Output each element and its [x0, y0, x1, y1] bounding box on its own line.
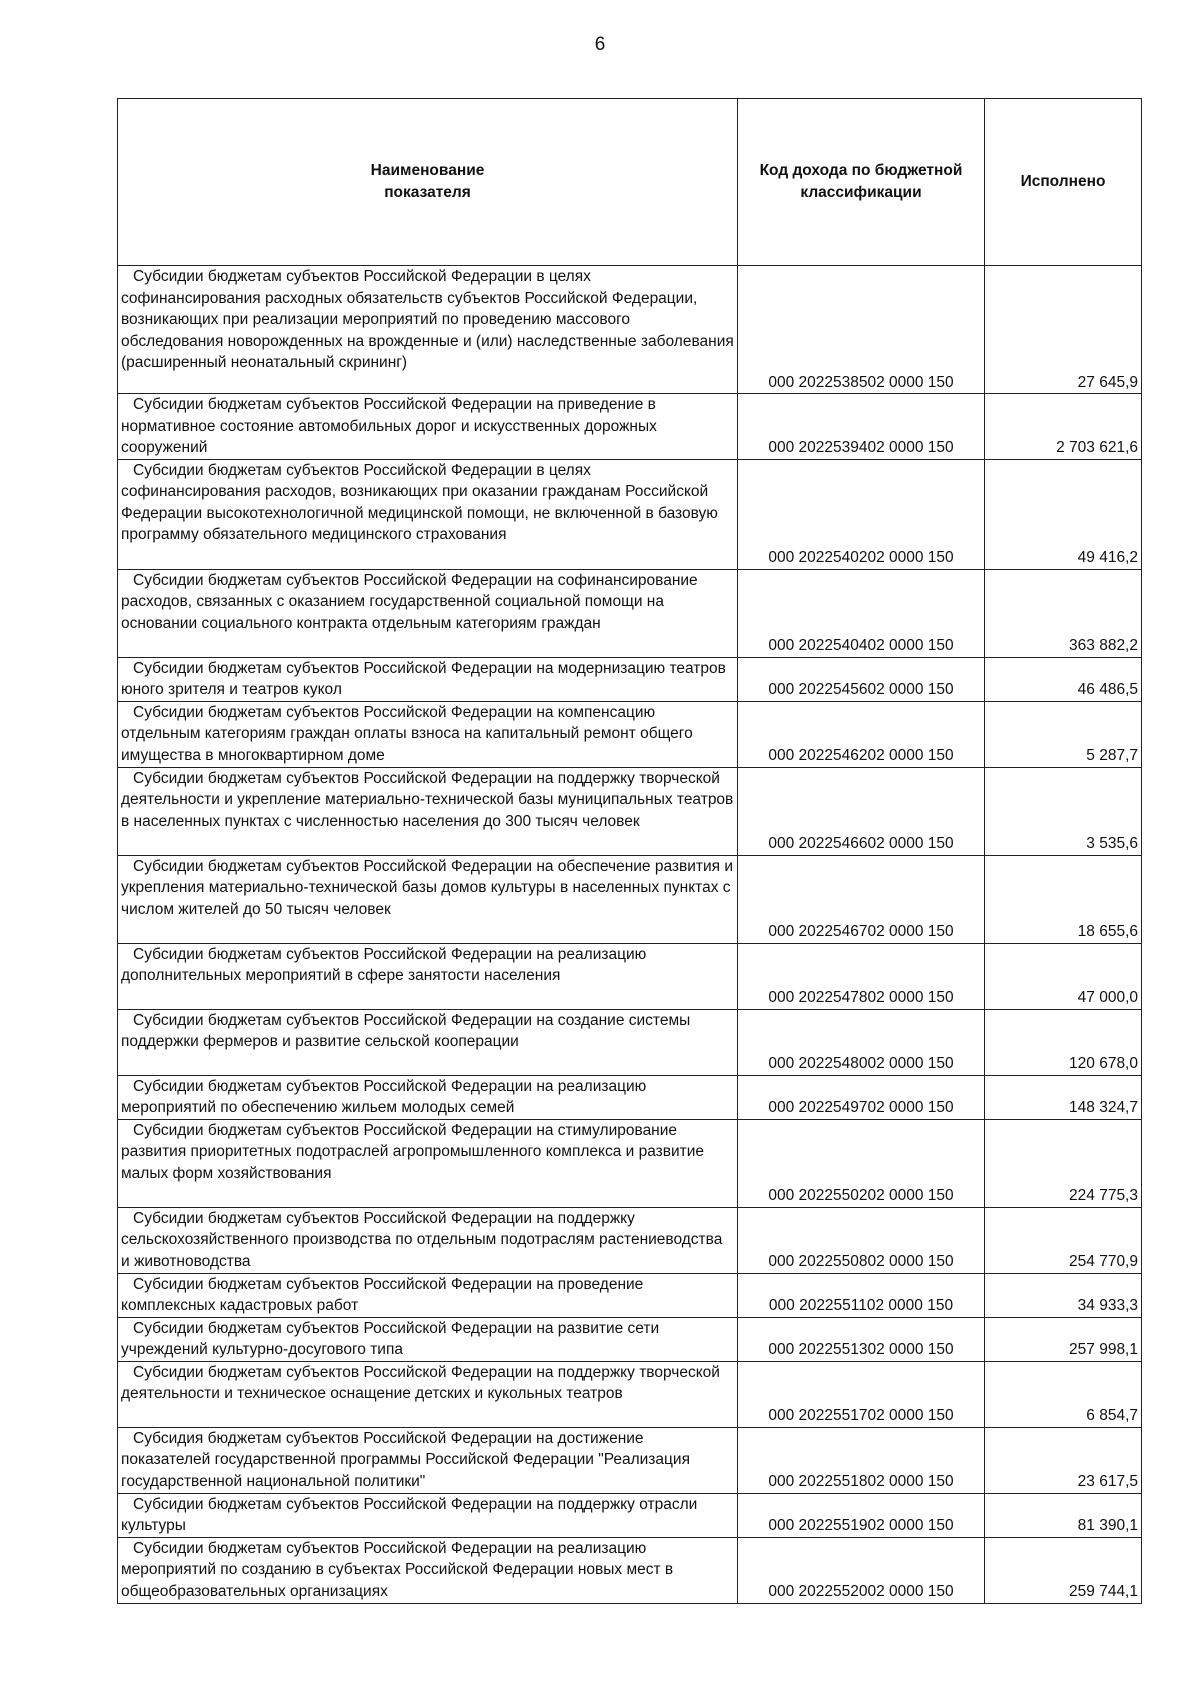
table-row [118, 1317, 1142, 1361]
table-row [118, 569, 1142, 657]
row-name: Субсидии бюджетам субъектов Российской Федерации на поддержку сельскохозяйственного производства по отдельным подотраслям растениеводства и животноводства [118, 1207, 738, 1273]
table-row [118, 1009, 1142, 1075]
row-name: Субсидии бюджетам субъектов Российской Федерации на поддержку творческой деятельности и техническое оснащение детских и кукольных театров [118, 1361, 738, 1427]
row-amount: 148 324,7 [985, 1075, 1142, 1119]
row-name: Субсидии бюджетам субъектов Российской Федерации в целях софинансирования расходных обязательств субъектов Российской Федерации, возникающих при реализации мероприятий по проведению массового обследования новорожденных на врожденные и (или) наследственные заболевания (расширенный неонатальный скрининг) [118, 266, 738, 394]
row-code: 000 2022548002 0000 150 [738, 1009, 985, 1075]
row-amount: 120 678,0 [985, 1009, 1142, 1075]
table-row [118, 266, 1142, 394]
row-name: Субсидии бюджетам субъектов Российской Федерации в целях софинансирования расходов, возникающих при оказании гражданам Российской Федерации высокотехнологичной медицинской помощи, не включенной в базовую программу обязательного медицинского страхования [118, 459, 738, 569]
row-code: 000 2022551802 0000 150 [738, 1427, 985, 1493]
row-code: 000 2022547802 0000 150 [738, 943, 985, 1009]
row-code: 000 2022546702 0000 150 [738, 855, 985, 943]
row-name: Субсидии бюджетам субъектов Российской Федерации на проведение комплексных кадастровых работ [118, 1273, 738, 1317]
row-name: Субсидии бюджетам субъектов Российской Федерации на реализацию дополнительных мероприятий в сфере занятости населения [118, 943, 738, 1009]
table-row [118, 1493, 1142, 1537]
row-code: 000 2022552002 0000 150 [738, 1537, 985, 1603]
row-name: Субсидии бюджетам субъектов Российской Федерации на софинансирование расходов, связанных с оказанием государственной социальной помощи на основании социального контракта отдельным категориям граждан [118, 569, 738, 657]
table-row [118, 1361, 1142, 1427]
budget-table [117, 98, 1142, 1604]
row-amount: 81 390,1 [985, 1493, 1142, 1537]
row-name: Субсидии бюджетам субъектов Российской Федерации на стимулирование развития приоритетных подотраслей агропромышленного комплекса и развитие малых форм хозяйствования [118, 1119, 738, 1207]
row-code: 000 2022551302 0000 150 [738, 1317, 985, 1361]
row-name: Субсидии бюджетам субъектов Российской Федерации на реализацию мероприятий по обеспечению жильем молодых семей [118, 1075, 738, 1119]
row-amount: 2 703 621,6 [985, 394, 1142, 460]
row-amount: 259 744,1 [985, 1537, 1142, 1603]
table-row [118, 394, 1142, 460]
row-amount: 224 775,3 [985, 1119, 1142, 1207]
header-code: Код дохода по бюджетной классификации [738, 99, 985, 266]
row-amount: 254 770,9 [985, 1207, 1142, 1273]
page-number: 6 [594, 34, 606, 55]
row-name: Субсидии бюджетам субъектов Российской Федерации на поддержку творческой деятельности и укрепление материально-технической базы муниципальных театров в населенных пунктах с численностью населения до 300 тысяч человек [118, 767, 738, 855]
header-name: Наименование показателя [118, 99, 738, 266]
table-row [118, 701, 1142, 767]
row-amount: 5 287,7 [985, 701, 1142, 767]
row-code: 000 2022545602 0000 150 [738, 657, 985, 701]
table-row [118, 855, 1142, 943]
table-row [118, 1427, 1142, 1493]
table-row [118, 1207, 1142, 1273]
table-row [118, 657, 1142, 701]
row-name: Субсидии бюджетам субъектов Российской Федерации на развитие сети учреждений культурно-досугового типа [118, 1317, 738, 1361]
row-amount: 257 998,1 [985, 1317, 1142, 1361]
row-name: Субсидии бюджетам субъектов Российской Федерации на приведение в нормативное состояние автомобильных дорог и искусственных дорожных сооружений [118, 394, 738, 460]
table-header-row [118, 99, 1142, 266]
row-code: 000 2022546602 0000 150 [738, 767, 985, 855]
table-row [118, 767, 1142, 855]
row-name: Субсидии бюджетам субъектов Российской Федерации на создание системы поддержки фермеров и развитие сельской кооперации [118, 1009, 738, 1075]
row-code: 000 2022551702 0000 150 [738, 1361, 985, 1427]
row-code: 000 2022540402 0000 150 [738, 569, 985, 657]
table-row [118, 1537, 1142, 1603]
table-row [118, 1273, 1142, 1317]
row-name: Субсидии бюджетам субъектов Российской Федерации на обеспечение развития и укрепления материально-технической базы домов культуры в населенных пунктах с числом жителей до 50 тысяч человек [118, 855, 738, 943]
row-amount: 3 535,6 [985, 767, 1142, 855]
row-amount: 23 617,5 [985, 1427, 1142, 1493]
row-amount: 27 645,9 [985, 266, 1142, 394]
row-amount: 47 000,0 [985, 943, 1142, 1009]
row-code: 000 2022539402 0000 150 [738, 394, 985, 460]
row-amount: 18 655,6 [985, 855, 1142, 943]
row-code: 000 2022540202 0000 150 [738, 459, 985, 569]
row-code: 000 2022546202 0000 150 [738, 701, 985, 767]
row-code: 000 2022551102 0000 150 [738, 1273, 985, 1317]
row-amount: 6 854,7 [985, 1361, 1142, 1427]
row-amount: 49 416,2 [985, 459, 1142, 569]
row-amount: 363 882,2 [985, 569, 1142, 657]
table-row [118, 1119, 1142, 1207]
row-name: Субсидии бюджетам субъектов Российской Федерации на реализацию мероприятий по созданию в субъектах Российской Федерации новых мест в общеобразовательных организациях [118, 1537, 738, 1603]
row-name: Субсидии бюджетам субъектов Российской Федерации на модернизацию театров юного зрителя и театров кукол [118, 657, 738, 701]
row-name: Субсидия бюджетам субъектов Российской Федерации на достижение показателей государственной программы Российской Федерации "Реализация государственной национальной политики" [118, 1427, 738, 1493]
row-code: 000 2022550802 0000 150 [738, 1207, 985, 1273]
table-row [118, 943, 1142, 1009]
row-name: Субсидии бюджетам субъектов Российской Федерации на поддержку отрасли культуры [118, 1493, 738, 1537]
row-amount: 34 933,3 [985, 1273, 1142, 1317]
row-code: 000 2022538502 0000 150 [738, 266, 985, 394]
header-executed: Исполнено [985, 99, 1142, 266]
row-code: 000 2022550202 0000 150 [738, 1119, 985, 1207]
table-row [118, 459, 1142, 569]
table-row [118, 1075, 1142, 1119]
row-name: Субсидии бюджетам субъектов Российской Федерации на компенсацию отдельным категориям граждан оплаты взноса на капитальный ремонт общего имущества в многоквартирном доме [118, 701, 738, 767]
row-code: 000 2022551902 0000 150 [738, 1493, 985, 1537]
row-amount: 46 486,5 [985, 657, 1142, 701]
row-code: 000 2022549702 0000 150 [738, 1075, 985, 1119]
